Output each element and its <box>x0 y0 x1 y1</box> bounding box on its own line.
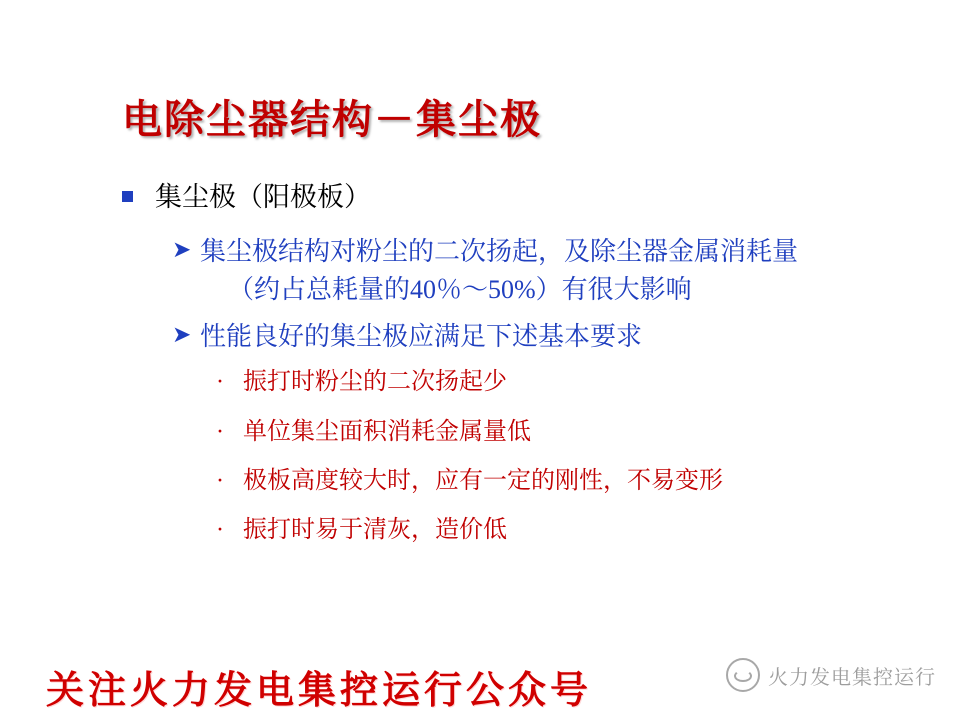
wechat-circle-icon <box>726 658 760 692</box>
dot-bullet-icon: · <box>216 369 224 396</box>
list-item-label: 性能良好的集尘极应满足下述基本要求 <box>200 322 643 352</box>
list-item-label: 单位集尘面积消耗金属量低 <box>243 418 531 445</box>
watermark-label: 火力发电集控运行 <box>768 666 936 689</box>
page-title: 电除尘器结构－集尘极 <box>122 97 542 142</box>
watermark <box>726 658 936 692</box>
slide-content <box>0 180 960 564</box>
list-item-label-line2: （约占总耗量的40％～50%）有很大影响 <box>228 274 692 304</box>
list-item <box>0 318 960 356</box>
arrow-bullet-icon: ➤ <box>172 237 192 263</box>
list-item <box>0 416 960 448</box>
square-bullet-icon <box>122 191 133 202</box>
list-item <box>0 514 960 546</box>
arrow-bullet-icon: ➤ <box>172 322 192 348</box>
dot-bullet-icon: · <box>216 418 224 445</box>
list-item-label: 集尘极（阳极板） <box>155 182 371 212</box>
list-item-label: 极板高度较大时，应有一定的刚性，不易变形 <box>243 467 723 494</box>
list-item <box>0 366 960 398</box>
list-item-label: 振打时易于清灰，造价低 <box>243 517 507 544</box>
list-item <box>0 465 960 497</box>
list-item-label: 集尘极结构对粉尘的二次扬起，及除尘器金属消耗量 <box>200 237 799 267</box>
list-item <box>0 233 960 308</box>
list-item-label: 振打时粉尘的二次扬起少 <box>243 369 507 396</box>
list-item <box>0 180 960 215</box>
dot-bullet-icon: · <box>216 467 224 494</box>
promo-banner: 关注火力发电集控运行公众号 <box>46 670 593 712</box>
dot-bullet-icon: · <box>216 517 224 544</box>
